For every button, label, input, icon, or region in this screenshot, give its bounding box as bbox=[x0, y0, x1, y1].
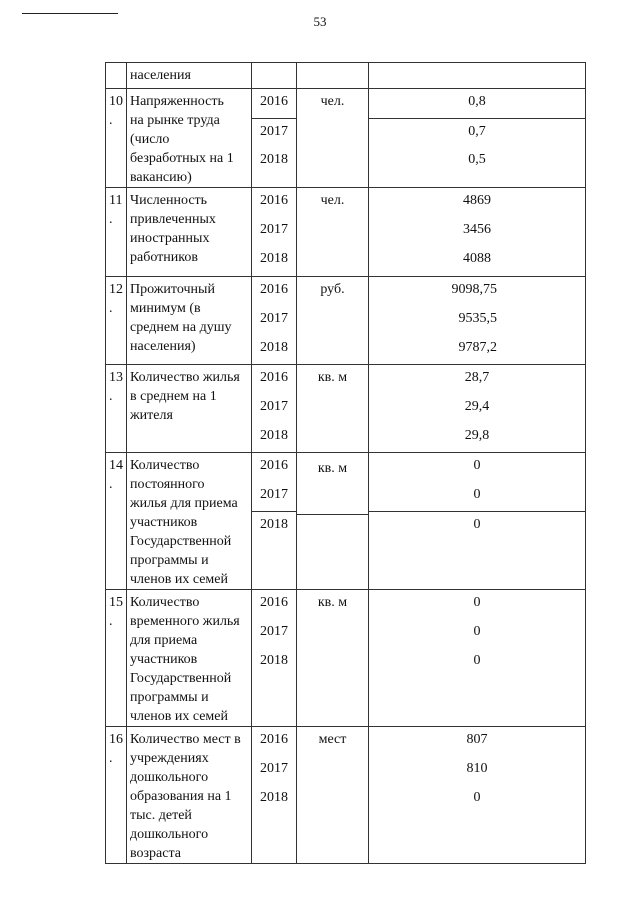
year: 2016 bbox=[260, 193, 288, 208]
year: 2018 bbox=[260, 790, 288, 805]
value: 0 bbox=[473, 653, 481, 668]
year-cell bbox=[252, 63, 297, 89]
value-cell bbox=[369, 63, 586, 89]
values-cell bbox=[369, 277, 586, 365]
table-row-continued bbox=[106, 63, 586, 89]
values-cell bbox=[369, 453, 586, 590]
table-row bbox=[106, 727, 586, 864]
year: 2017 bbox=[260, 761, 288, 776]
table-row bbox=[106, 188, 586, 277]
values-cell bbox=[369, 188, 586, 277]
year: 2018 bbox=[252, 511, 296, 540]
values-cell bbox=[369, 727, 586, 864]
value: 0 bbox=[473, 458, 481, 473]
years-cell bbox=[252, 365, 297, 453]
year: 2017 bbox=[260, 311, 288, 326]
year: 2016 bbox=[260, 370, 288, 385]
value: 4088 bbox=[463, 251, 491, 266]
table-row bbox=[106, 277, 586, 365]
value: 9535,5 bbox=[458, 311, 497, 326]
indicator-name: Количество постоянного жилья для приема участников Государственной программы и членов их семей bbox=[127, 453, 252, 590]
value: 29,8 bbox=[464, 428, 490, 443]
row-number: 13 . bbox=[106, 365, 127, 453]
row-number: 14 . bbox=[106, 453, 127, 590]
table-row bbox=[106, 365, 586, 453]
indicator-name: населения bbox=[127, 63, 252, 89]
table-row bbox=[106, 590, 586, 727]
page-number: 53 bbox=[313, 14, 327, 29]
row-number: 15 . bbox=[106, 590, 127, 727]
year: 2016 bbox=[260, 458, 288, 473]
values-cell bbox=[369, 89, 586, 188]
indicator-name: Количество мест в учреждениях дошкольного образования на 1 тыс. детей дошкольного возраста bbox=[127, 727, 252, 864]
years-cell bbox=[252, 590, 297, 727]
value: 0 bbox=[473, 487, 481, 502]
value: 0 bbox=[473, 595, 481, 610]
unit bbox=[297, 453, 369, 590]
row-number: 12 . bbox=[106, 277, 127, 365]
value: 0 bbox=[473, 790, 481, 805]
indicator-name: Прожиточный минимум (в среднем на душу населения) bbox=[127, 277, 252, 365]
table-row bbox=[106, 453, 586, 590]
unit: кв. м bbox=[297, 365, 369, 453]
value: 3456 bbox=[463, 222, 491, 237]
unit-separator bbox=[297, 514, 368, 515]
value: 0,8 bbox=[468, 94, 486, 109]
year: 2017 bbox=[260, 624, 288, 639]
year: 2016 bbox=[260, 282, 288, 297]
value: 9787,2 bbox=[458, 340, 497, 355]
values-cell bbox=[369, 365, 586, 453]
table-row bbox=[106, 89, 586, 188]
year: 2016 bbox=[260, 94, 288, 109]
indicator-name: Напряженность на рынке труда (число безработных на 1 вакансию) bbox=[127, 89, 252, 188]
value: 9098,75 bbox=[451, 282, 497, 297]
year: 2018 bbox=[260, 251, 288, 266]
year: 2018 bbox=[260, 340, 288, 355]
years-cell bbox=[252, 727, 297, 864]
year: 2017 bbox=[260, 487, 288, 502]
year: 2018 bbox=[260, 152, 288, 167]
years-cell bbox=[252, 89, 297, 188]
unit: кв. м bbox=[297, 590, 369, 727]
value: 0,7 bbox=[369, 118, 585, 147]
indicator-name: Количество жилья в среднем на 1 жителя bbox=[127, 365, 252, 453]
unit: чел. bbox=[297, 188, 369, 277]
unit: кв. м bbox=[317, 461, 348, 476]
years-cell bbox=[252, 277, 297, 365]
unit-cell bbox=[297, 63, 369, 89]
row-number: 16 . bbox=[106, 727, 127, 864]
row-number-cell bbox=[106, 63, 127, 89]
unit: мест bbox=[297, 727, 369, 864]
unit: руб. bbox=[297, 277, 369, 365]
year: 2016 bbox=[260, 732, 288, 747]
indicator-name: Численность привлеченных иностранных работников bbox=[127, 188, 252, 277]
year: 2017 bbox=[260, 399, 288, 414]
year: 2016 bbox=[260, 595, 288, 610]
years-cell bbox=[252, 188, 297, 277]
year: 2018 bbox=[260, 653, 288, 668]
value: 0 bbox=[369, 511, 585, 540]
values-cell bbox=[369, 590, 586, 727]
row-number: 10 . bbox=[106, 89, 127, 188]
value: 0,5 bbox=[468, 152, 486, 167]
value: 29,4 bbox=[464, 399, 490, 414]
value: 4869 bbox=[463, 193, 491, 208]
year: 2017 bbox=[260, 222, 288, 237]
value: 28,7 bbox=[464, 370, 490, 385]
indicators-table bbox=[105, 62, 586, 864]
year: 2017 bbox=[252, 118, 296, 147]
indicator-name: Количество временного жилья для приема участников Государственной программы и членов их семей bbox=[127, 590, 252, 727]
value: 0 bbox=[473, 624, 481, 639]
row-number: 11 . bbox=[106, 188, 127, 277]
unit: чел. bbox=[297, 89, 369, 188]
value: 807 bbox=[466, 732, 488, 747]
years-cell bbox=[252, 453, 297, 590]
value: 810 bbox=[466, 761, 488, 776]
year: 2018 bbox=[260, 428, 288, 443]
